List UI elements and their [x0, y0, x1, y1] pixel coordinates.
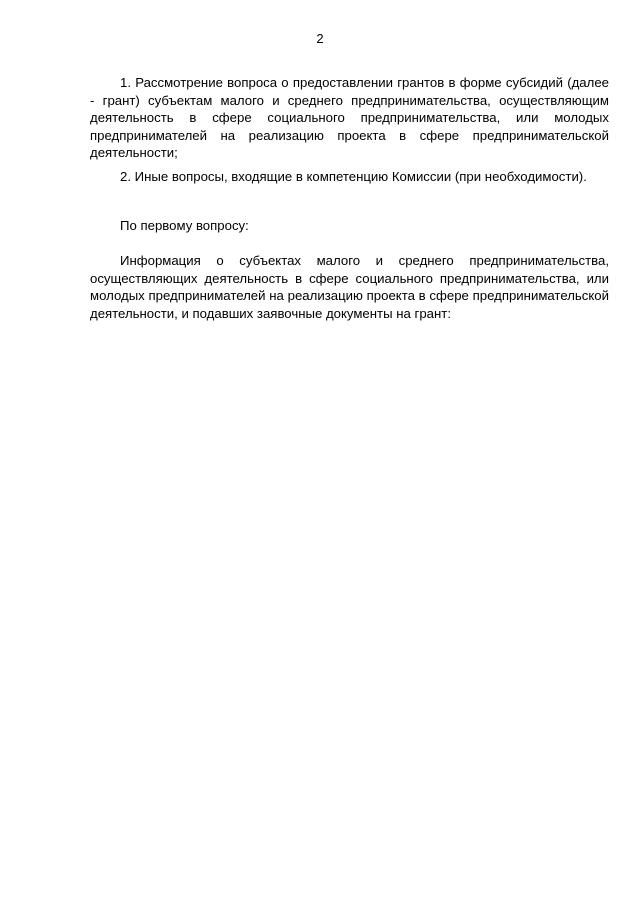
section-paragraph: Информация о субъектах малого и среднего предпринимательства, осуществляющих деятельность в сфере социального предпринимательства, или молодых предпринимателей на реализацию проекта в сфере предпринимательской деятельности, и подавших заявочные документы на грант: — [90, 253, 609, 321]
section-heading: По первому вопросу: — [120, 217, 249, 233]
agenda-item-1: 1. Рассмотрение вопроса о предоставлении грантов в форме субсидий (далее - грант) субъектам малого и среднего предпринимательства, осуществляющим деятельность в сфере социального предпринимательства, или молодых предпринимателей на реализацию проекта в сфере предпринимательской деятельности; — [90, 75, 609, 161]
document-body — [90, 74, 609, 323]
agenda-item-2: 2. Иные вопросы, входящие в компетенцию Комиссии (при необходимости). — [120, 168, 587, 184]
page-number: 2 — [316, 31, 324, 46]
